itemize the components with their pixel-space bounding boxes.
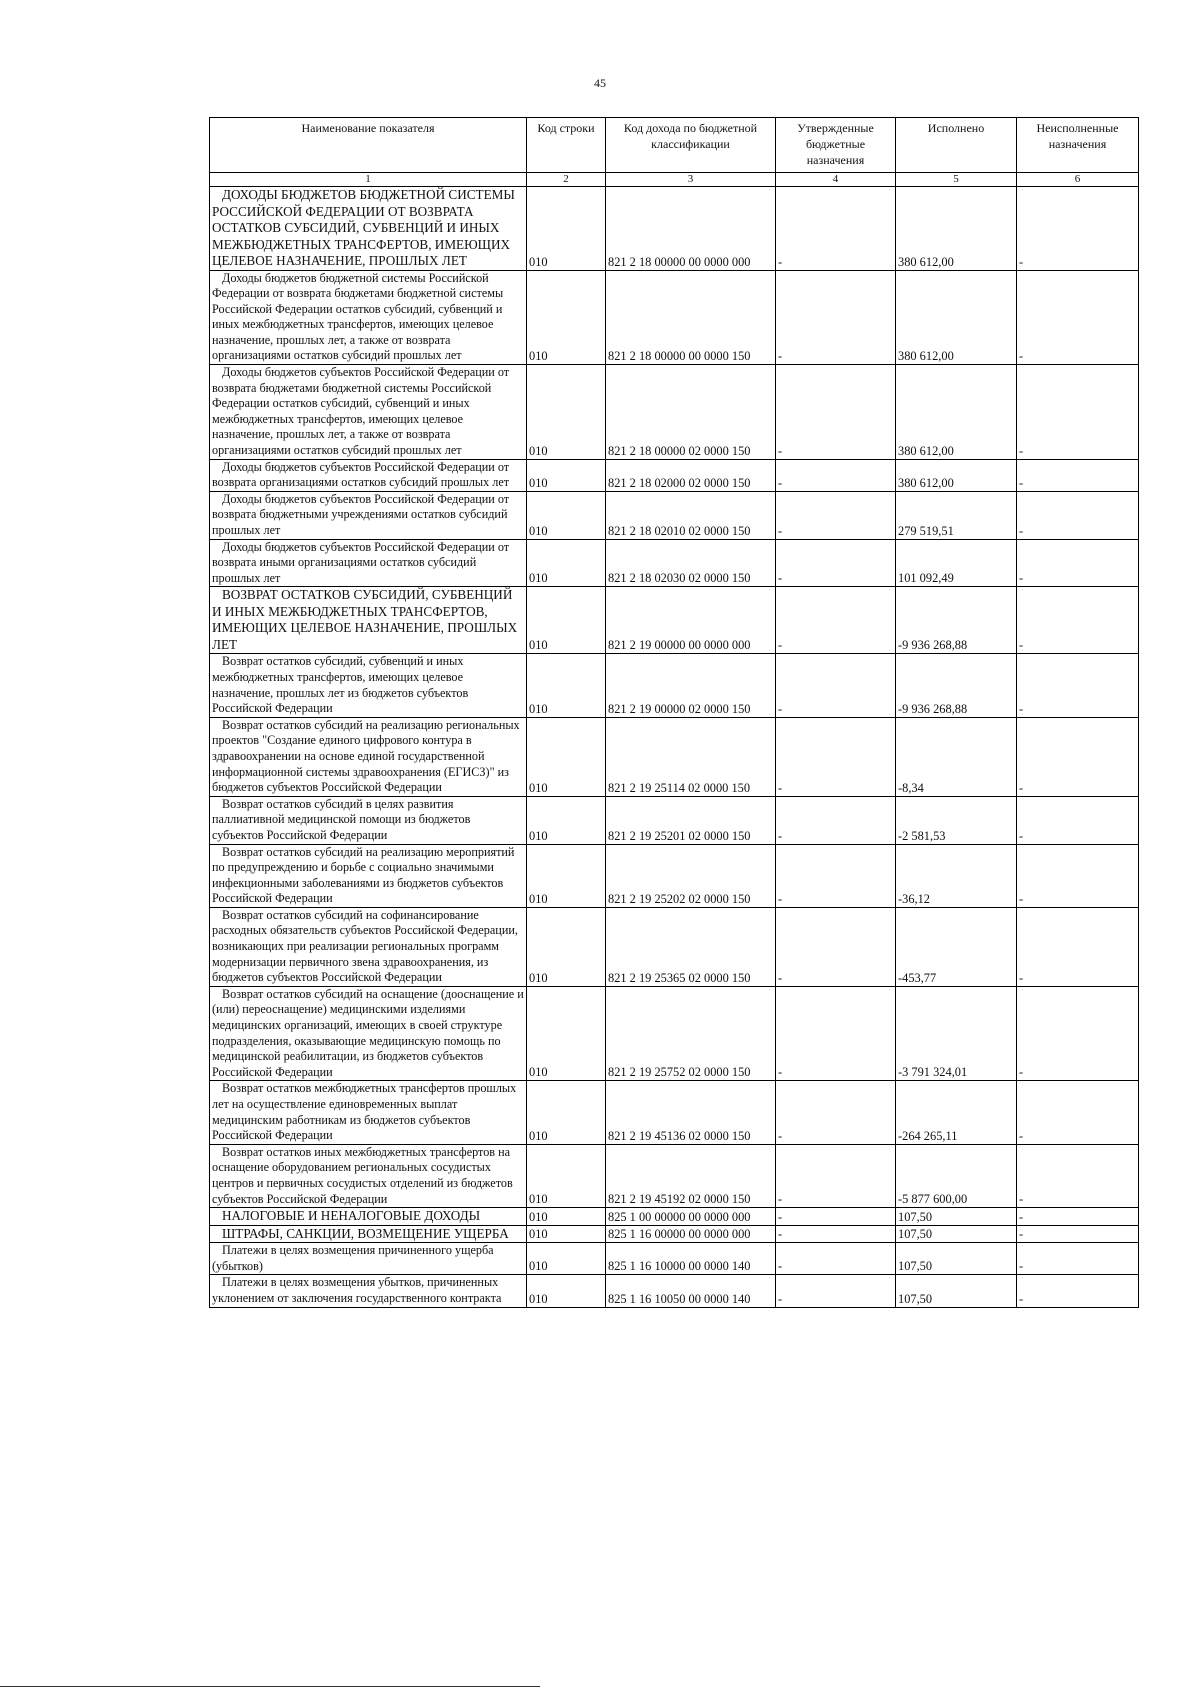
line-code-cell: 010 xyxy=(527,1208,606,1226)
line-code-cell: 010 xyxy=(527,1144,606,1207)
table-row xyxy=(210,796,1139,844)
header-executed: Исполнено xyxy=(896,118,1017,173)
unexecuted-cell: - xyxy=(1017,796,1139,844)
line-code-cell: 010 xyxy=(527,1243,606,1275)
column-number: 5 xyxy=(896,173,1017,187)
executed-cell: 107,50 xyxy=(896,1243,1017,1275)
unexecuted-cell: - xyxy=(1017,1208,1139,1226)
line-code-cell: 010 xyxy=(527,844,606,907)
approved-cell: - xyxy=(776,1275,896,1307)
indicator-name-cell: Возврат остатков субсидий на реализацию мероприятий по предупреждению и борьбе с социально значимыми инфекционными заболеваниями из бюджетов субъектов Российской Федерации xyxy=(210,844,527,907)
table-row xyxy=(210,1208,1139,1226)
revenue-code-cell: 825 1 16 10050 00 0000 140 xyxy=(606,1275,776,1307)
unexecuted-cell: - xyxy=(1017,459,1139,491)
executed-cell: -453,77 xyxy=(896,907,1017,986)
table-row xyxy=(210,365,1139,460)
executed-cell: 380 612,00 xyxy=(896,187,1017,271)
column-number: 4 xyxy=(776,173,896,187)
revenue-code-cell: 821 2 19 25114 02 0000 150 xyxy=(606,717,776,796)
unexecuted-cell: - xyxy=(1017,270,1139,365)
approved-cell: - xyxy=(776,1144,896,1207)
executed-cell: -2 581,53 xyxy=(896,796,1017,844)
indicator-name-cell: Доходы бюджетов субъектов Российской Федерации от возврата организациями остатков субсидий прошлых лет xyxy=(210,459,527,491)
indicator-name-cell: ШТРАФЫ, САНКЦИИ, ВОЗМЕЩЕНИЕ УЩЕРБА xyxy=(210,1225,527,1243)
executed-cell: 380 612,00 xyxy=(896,365,1017,460)
revenue-code-cell: 821 2 18 00000 00 0000 000 xyxy=(606,187,776,271)
unexecuted-cell: - xyxy=(1017,1144,1139,1207)
indicator-name-cell: Доходы бюджетов субъектов Российской Федерации от возврата бюджетными учреждениями остатков субсидий прошлых лет xyxy=(210,491,527,539)
approved-cell: - xyxy=(776,907,896,986)
approved-cell: - xyxy=(776,491,896,539)
line-code-cell: 010 xyxy=(527,459,606,491)
revenue-code-cell: 821 2 19 00000 02 0000 150 xyxy=(606,654,776,717)
executed-cell: 380 612,00 xyxy=(896,270,1017,365)
table-row xyxy=(210,717,1139,796)
approved-cell: - xyxy=(776,1243,896,1275)
indicator-name-cell: Возврат остатков иных межбюджетных трансфертов на оснащение оборудованием региональных сосудистых центров и первичных сосудистых отделений из бюджетов субъектов Российской Федерации xyxy=(210,1144,527,1207)
unexecuted-cell: - xyxy=(1017,1225,1139,1243)
revenue-code-cell: 821 2 19 25752 02 0000 150 xyxy=(606,986,776,1081)
executed-cell: -9 936 268,88 xyxy=(896,654,1017,717)
revenue-code-cell: 821 2 18 00000 02 0000 150 xyxy=(606,365,776,460)
revenue-code-cell: 821 2 19 25201 02 0000 150 xyxy=(606,796,776,844)
unexecuted-cell: - xyxy=(1017,539,1139,587)
unexecuted-cell: - xyxy=(1017,1275,1139,1307)
executed-cell: 107,50 xyxy=(896,1208,1017,1226)
revenue-code-cell: 821 2 18 00000 00 0000 150 xyxy=(606,270,776,365)
indicator-name-cell: Платежи в целях возмещения убытков, причиненных уклонением от заключения государственного контракта xyxy=(210,1275,527,1307)
revenue-code-cell: 821 2 18 02000 02 0000 150 xyxy=(606,459,776,491)
revenue-code-cell: 825 1 00 00000 00 0000 000 xyxy=(606,1208,776,1226)
footer-divider xyxy=(0,1686,540,1687)
executed-cell: 101 092,49 xyxy=(896,539,1017,587)
table-row xyxy=(210,187,1139,271)
line-code-cell: 010 xyxy=(527,270,606,365)
header-line-code: Код строки xyxy=(527,118,606,173)
table-row xyxy=(210,1081,1139,1144)
revenue-code-cell: 821 2 18 02010 02 0000 150 xyxy=(606,491,776,539)
executed-cell: -36,12 xyxy=(896,844,1017,907)
executed-cell: -264 265,11 xyxy=(896,1081,1017,1144)
approved-cell: - xyxy=(776,654,896,717)
table-row xyxy=(210,1225,1139,1243)
revenue-code-cell: 825 1 16 00000 00 0000 000 xyxy=(606,1225,776,1243)
indicator-name-cell: Доходы бюджетов субъектов Российской Федерации от возврата бюджетами бюджетной системы Российской Федерации остатков субсидий, субвенций и иных межбюджетных трансфертов, имеющих целевое назначение, прошлых лет, а также от возврата организациями остатков субсидий прошлых лет xyxy=(210,365,527,460)
executed-cell: 380 612,00 xyxy=(896,459,1017,491)
unexecuted-cell: - xyxy=(1017,587,1139,654)
line-code-cell: 010 xyxy=(527,717,606,796)
table-row xyxy=(210,491,1139,539)
indicator-name-cell: Возврат остатков субсидий в целях развития паллиативной медицинской помощи из бюджетов субъектов Российской Федерации xyxy=(210,796,527,844)
indicator-name-cell: ВОЗВРАТ ОСТАТКОВ СУБСИДИЙ, СУБВЕНЦИЙ И ИНЫХ МЕЖБЮДЖЕТНЫХ ТРАНСФЕРТОВ, ИМЕЮЩИХ ЦЕЛЕВОЕ НАЗНАЧЕНИЕ, ПРОШЛЫХ ЛЕТ xyxy=(210,587,527,654)
approved-cell: - xyxy=(776,844,896,907)
line-code-cell: 010 xyxy=(527,986,606,1081)
indicator-name-cell: Доходы бюджетов субъектов Российской Федерации от возврата иными организациями остатков субсидий прошлых лет xyxy=(210,539,527,587)
indicator-name-cell: Возврат остатков субсидий на оснащение (дооснащение и (или) переоснащение) медицинскими изделиями медицинских организаций, имеющих в своей структуре подразделения, оказывающие медицинскую помощь по медицинской реабилитации, из бюджетов субъектов Российской Федерации xyxy=(210,986,527,1081)
indicator-name-cell: Возврат остатков субсидий на реализацию региональных проектов "Создание единого цифрового контура в здравоохранении на основе единой государственной информационной системы здравоохранения (ЕГИСЗ)" из бюджетов субъектов Российской Федерации xyxy=(210,717,527,796)
executed-cell: -5 877 600,00 xyxy=(896,1144,1017,1207)
line-code-cell: 010 xyxy=(527,587,606,654)
line-code-cell: 010 xyxy=(527,907,606,986)
unexecuted-cell: - xyxy=(1017,1243,1139,1275)
revenue-code-cell: 821 2 19 25365 02 0000 150 xyxy=(606,907,776,986)
approved-cell: - xyxy=(776,1225,896,1243)
unexecuted-cell: - xyxy=(1017,187,1139,271)
header-revenue-code: Код дохода по бюджетной классификации xyxy=(606,118,776,173)
unexecuted-cell: - xyxy=(1017,365,1139,460)
column-number: 6 xyxy=(1017,173,1139,187)
line-code-cell: 010 xyxy=(527,1081,606,1144)
table-row xyxy=(210,654,1139,717)
approved-cell: - xyxy=(776,986,896,1081)
executed-cell: -3 791 324,01 xyxy=(896,986,1017,1081)
approved-cell: - xyxy=(776,270,896,365)
revenue-code-cell: 821 2 19 45136 02 0000 150 xyxy=(606,1081,776,1144)
approved-cell: - xyxy=(776,1208,896,1226)
table-row xyxy=(210,459,1139,491)
revenue-code-cell: 821 2 19 00000 00 0000 000 xyxy=(606,587,776,654)
table-row xyxy=(210,1275,1139,1307)
approved-cell: - xyxy=(776,539,896,587)
column-number: 2 xyxy=(527,173,606,187)
line-code-cell: 010 xyxy=(527,539,606,587)
table-row xyxy=(210,986,1139,1081)
unexecuted-cell: - xyxy=(1017,491,1139,539)
table-row xyxy=(210,270,1139,365)
indicator-name-cell: Возврат остатков субсидий на софинансирование расходных обязательств субъектов Российской Федерации, возникающих при реализации региональных программ модернизации первичного звена здравоохранения, из бюджетов субъектов Российской Федерации xyxy=(210,907,527,986)
line-code-cell: 010 xyxy=(527,1275,606,1307)
header-indicator-name: Наименование показателя xyxy=(210,118,527,173)
column-number: 3 xyxy=(606,173,776,187)
indicator-name-cell: НАЛОГОВЫЕ И НЕНАЛОГОВЫЕ ДОХОДЫ xyxy=(210,1208,527,1226)
approved-cell: - xyxy=(776,1081,896,1144)
revenue-code-cell: 821 2 19 25202 02 0000 150 xyxy=(606,844,776,907)
table-row xyxy=(210,587,1139,654)
approved-cell: - xyxy=(776,796,896,844)
unexecuted-cell: - xyxy=(1017,654,1139,717)
executed-cell: 279 519,51 xyxy=(896,491,1017,539)
table-row xyxy=(210,844,1139,907)
line-code-cell: 010 xyxy=(527,654,606,717)
line-code-cell: 010 xyxy=(527,187,606,271)
executed-cell: 107,50 xyxy=(896,1225,1017,1243)
revenue-code-cell: 821 2 19 45192 02 0000 150 xyxy=(606,1144,776,1207)
indicator-name-cell: Платежи в целях возмещения причиненного ущерба (убытков) xyxy=(210,1243,527,1275)
revenue-code-cell: 821 2 18 02030 02 0000 150 xyxy=(606,539,776,587)
unexecuted-cell: - xyxy=(1017,1081,1139,1144)
line-code-cell: 010 xyxy=(527,796,606,844)
approved-cell: - xyxy=(776,587,896,654)
table-row xyxy=(210,1243,1139,1275)
unexecuted-cell: - xyxy=(1017,717,1139,796)
table-body xyxy=(210,187,1139,1308)
approved-cell: - xyxy=(776,365,896,460)
unexecuted-cell: - xyxy=(1017,907,1139,986)
line-code-cell: 010 xyxy=(527,491,606,539)
table-row xyxy=(210,539,1139,587)
approved-cell: - xyxy=(776,187,896,271)
indicator-name-cell: Доходы бюджетов бюджетной системы Российской Федерации от возврата бюджетами бюджетной системы Российской Федерации остатков субсидий, субвенций и иных межбюджетных трансфертов, имеющих целевое назначение, прошлых лет, а также от возврата организациями остатков субсидий прошлых лет xyxy=(210,270,527,365)
approved-cell: - xyxy=(776,717,896,796)
line-code-cell: 010 xyxy=(527,1225,606,1243)
revenue-code-cell: 825 1 16 10000 00 0000 140 xyxy=(606,1243,776,1275)
table-row xyxy=(210,907,1139,986)
header-unexecuted: Неисполненные назначения xyxy=(1017,118,1139,173)
line-code-cell: 010 xyxy=(527,365,606,460)
executed-cell: -8,34 xyxy=(896,717,1017,796)
header-approved: Утвержденные бюджетные назначения xyxy=(776,118,896,173)
table-header xyxy=(210,118,1139,187)
indicator-name-cell: Возврат остатков межбюджетных трансфертов прошлых лет на осуществление единовременных выплат медицинским работникам из бюджетов субъектов Российской Федерации xyxy=(210,1081,527,1144)
table-row xyxy=(210,1144,1139,1207)
page-number: 45 xyxy=(594,76,606,90)
unexecuted-cell: - xyxy=(1017,986,1139,1081)
approved-cell: - xyxy=(776,459,896,491)
executed-cell: -9 936 268,88 xyxy=(896,587,1017,654)
revenue-table xyxy=(209,117,1139,1308)
executed-cell: 107,50 xyxy=(896,1275,1017,1307)
indicator-name-cell: Возврат остатков субсидий, субвенций и иных межбюджетных трансфертов, имеющих целевое назначение, прошлых лет из бюджетов субъектов Российской Федерации xyxy=(210,654,527,717)
column-number: 1 xyxy=(210,173,527,187)
unexecuted-cell: - xyxy=(1017,844,1139,907)
indicator-name-cell: ДОХОДЫ БЮДЖЕТОВ БЮДЖЕТНОЙ СИСТЕМЫ РОССИЙСКОЙ ФЕДЕРАЦИИ ОТ ВОЗВРАТА ОСТАТКОВ СУБСИДИЙ, СУБВЕНЦИЙ И ИНЫХ МЕЖБЮДЖЕТНЫХ ТРАНСФЕРТОВ, ИМЕЮЩИХ ЦЕЛЕВОЕ НАЗНАЧЕНИЕ, ПРОШЛЫХ ЛЕТ xyxy=(210,187,527,271)
